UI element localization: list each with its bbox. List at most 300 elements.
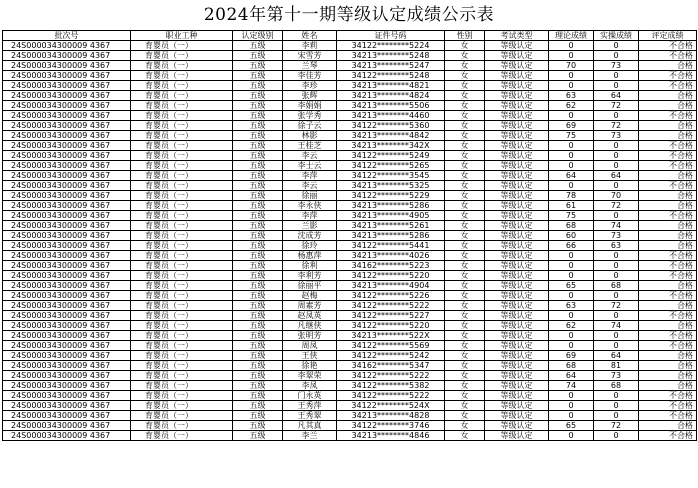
cell-level: 五级 <box>233 131 283 141</box>
cell-level: 五级 <box>233 201 283 211</box>
cell-result: 合格 <box>639 201 697 211</box>
cell-id-number: 34213********4460 <box>337 111 445 121</box>
cell-name: 林影 <box>283 131 337 141</box>
cell-result: 不合格 <box>639 431 697 441</box>
cell-name: 宋雪芳 <box>283 51 337 61</box>
cell-exam-type: 等级认定 <box>485 191 549 201</box>
cell-id-number: 34122********5222 <box>337 391 445 401</box>
cell-theory-score: 60 <box>549 231 594 241</box>
cell-level: 五级 <box>233 191 283 201</box>
cell-exam-type: 等级认定 <box>485 371 549 381</box>
cell-batch: 24S000034300009 4367 <box>3 261 131 271</box>
cell-level: 五级 <box>233 81 283 91</box>
cell-occupation: 育婴员（一） <box>131 51 233 61</box>
cell-result: 不合格 <box>639 271 697 281</box>
cell-occupation: 育婴员（一） <box>131 41 233 51</box>
cell-id-number: 34213********5286 <box>337 231 445 241</box>
cell-batch: 24S000034300009 4367 <box>3 151 131 161</box>
cell-level: 五级 <box>233 231 283 241</box>
header-name: 姓名 <box>283 31 337 41</box>
cell-name: 李永侠 <box>283 201 337 211</box>
cell-gender: 女 <box>445 61 485 71</box>
cell-occupation: 育婴员（一） <box>131 141 233 151</box>
cell-occupation: 育婴员（一） <box>131 431 233 441</box>
table-row <box>3 201 697 211</box>
cell-gender: 女 <box>445 191 485 201</box>
table-row <box>3 211 697 221</box>
table-row <box>3 371 697 381</box>
cell-level: 五级 <box>233 281 283 291</box>
cell-id-number: 34213********5325 <box>337 181 445 191</box>
cell-result: 不合格 <box>639 81 697 91</box>
cell-name: 赵梅 <box>283 291 337 301</box>
table-row <box>3 261 697 271</box>
table-row <box>3 291 697 301</box>
cell-occupation: 育婴员（一） <box>131 391 233 401</box>
cell-theory-score: 69 <box>549 121 594 131</box>
cell-name: 李珍 <box>283 81 337 91</box>
cell-occupation: 育婴员（一） <box>131 301 233 311</box>
cell-practical-score: 72 <box>594 421 639 431</box>
table-row <box>3 101 697 111</box>
cell-level: 五级 <box>233 401 283 411</box>
header-exam-type: 考试类型 <box>485 31 549 41</box>
cell-gender: 女 <box>445 281 485 291</box>
cell-gender: 女 <box>445 81 485 91</box>
cell-gender: 女 <box>445 391 485 401</box>
cell-theory-score: 0 <box>549 71 594 81</box>
cell-practical-score: 0 <box>594 71 639 81</box>
cell-level: 五级 <box>233 51 283 61</box>
cell-occupation: 育婴员（一） <box>131 401 233 411</box>
cell-result: 不合格 <box>639 51 697 61</box>
cell-level: 五级 <box>233 171 283 181</box>
cell-batch: 24S000034300009 4367 <box>3 101 131 111</box>
cell-occupation: 育婴员（一） <box>131 101 233 111</box>
cell-theory-score: 66 <box>549 241 594 251</box>
table-row <box>3 181 697 191</box>
cell-batch: 24S000034300009 4367 <box>3 181 131 191</box>
cell-result: 不合格 <box>639 71 697 81</box>
cell-batch: 24S000034300009 4367 <box>3 371 131 381</box>
cell-gender: 女 <box>445 251 485 261</box>
cell-result: 合格 <box>639 281 697 291</box>
cell-id-number: 34213********522X <box>337 331 445 341</box>
cell-batch: 24S000034300009 4367 <box>3 71 131 81</box>
header-practical-score: 实操成绩 <box>594 31 639 41</box>
cell-result: 不合格 <box>639 341 697 351</box>
cell-occupation: 育婴员（一） <box>131 351 233 361</box>
cell-exam-type: 等级认定 <box>485 311 549 321</box>
cell-exam-type: 等级认定 <box>485 121 549 131</box>
cell-theory-score: 0 <box>549 41 594 51</box>
cell-result: 不合格 <box>639 401 697 411</box>
cell-id-number: 34122********5265 <box>337 161 445 171</box>
cell-occupation: 育婴员（一） <box>131 221 233 231</box>
cell-practical-score: 0 <box>594 431 639 441</box>
cell-result: 合格 <box>639 371 697 381</box>
cell-exam-type: 等级认定 <box>485 421 549 431</box>
table-row <box>3 131 697 141</box>
cell-gender: 女 <box>445 321 485 331</box>
cell-name: 徐艳 <box>283 361 337 371</box>
table-row <box>3 81 697 91</box>
cell-practical-score: 73 <box>594 371 639 381</box>
cell-batch: 24S000034300009 4367 <box>3 51 131 61</box>
cell-batch: 24S000034300009 4367 <box>3 411 131 421</box>
cell-result: 合格 <box>639 121 697 131</box>
cell-gender: 女 <box>445 431 485 441</box>
cell-level: 五级 <box>233 351 283 361</box>
cell-theory-score: 0 <box>549 251 594 261</box>
cell-level: 五级 <box>233 431 283 441</box>
cell-exam-type: 等级认定 <box>485 141 549 151</box>
cell-practical-score: 0 <box>594 161 639 171</box>
cell-id-number: 34213********5247 <box>337 61 445 71</box>
cell-gender: 女 <box>445 101 485 111</box>
cell-theory-score: 61 <box>549 201 594 211</box>
cell-id-number: 34162********5347 <box>337 361 445 371</box>
cell-name: 张学秀 <box>283 111 337 121</box>
cell-id-number: 34213********342X <box>337 141 445 151</box>
table-row <box>3 421 697 431</box>
cell-batch: 24S000034300009 4367 <box>3 91 131 101</box>
cell-id-number: 34122********5227 <box>337 311 445 321</box>
table-row <box>3 121 697 131</box>
cell-exam-type: 等级认定 <box>485 331 549 341</box>
cell-theory-score: 0 <box>549 401 594 411</box>
cell-name: 徐玲 <box>283 241 337 251</box>
cell-occupation: 育婴员（一） <box>131 71 233 81</box>
cell-id-number: 34213********4026 <box>337 251 445 261</box>
cell-gender: 女 <box>445 421 485 431</box>
cell-practical-score: 0 <box>594 411 639 421</box>
cell-level: 五级 <box>233 271 283 281</box>
cell-batch: 24S000034300009 4367 <box>3 421 131 431</box>
cell-exam-type: 等级认定 <box>485 341 549 351</box>
cell-theory-score: 0 <box>549 271 594 281</box>
table-row <box>3 191 697 201</box>
cell-batch: 24S000034300009 4367 <box>3 201 131 211</box>
cell-batch: 24S000034300009 4367 <box>3 291 131 301</box>
cell-id-number: 34213********5261 <box>337 221 445 231</box>
cell-gender: 女 <box>445 161 485 171</box>
table-row <box>3 251 697 261</box>
cell-id-number: 34122********5360 <box>337 121 445 131</box>
cell-practical-score: 64 <box>594 171 639 181</box>
cell-level: 五级 <box>233 381 283 391</box>
cell-occupation: 育婴员（一） <box>131 291 233 301</box>
cell-occupation: 育婴员（一） <box>131 131 233 141</box>
cell-practical-score: 72 <box>594 121 639 131</box>
table-row <box>3 281 697 291</box>
cell-theory-score: 0 <box>549 341 594 351</box>
cell-occupation: 育婴员（一） <box>131 61 233 71</box>
cell-gender: 女 <box>445 231 485 241</box>
cell-exam-type: 等级认定 <box>485 71 549 81</box>
cell-id-number: 34122********5249 <box>337 151 445 161</box>
cell-gender: 女 <box>445 121 485 131</box>
cell-name: 徐丽平 <box>283 281 337 291</box>
cell-theory-score: 0 <box>549 411 594 421</box>
cell-theory-score: 0 <box>549 141 594 151</box>
cell-name: 王桂芝 <box>283 141 337 151</box>
cell-level: 五级 <box>233 291 283 301</box>
cell-id-number: 34213********5248 <box>337 51 445 61</box>
cell-result: 合格 <box>639 241 697 251</box>
cell-id-number: 34122********5220 <box>337 271 445 281</box>
cell-occupation: 育婴员（一） <box>131 361 233 371</box>
cell-name: 兰影 <box>283 221 337 231</box>
cell-occupation: 育婴员（一） <box>131 231 233 241</box>
cell-theory-score: 64 <box>549 371 594 381</box>
cell-occupation: 育婴员（一） <box>131 321 233 331</box>
cell-gender: 女 <box>445 181 485 191</box>
cell-result: 合格 <box>639 191 697 201</box>
cell-batch: 24S000034300009 4367 <box>3 361 131 371</box>
cell-name: 徐丽 <box>283 191 337 201</box>
cell-id-number: 34122********5226 <box>337 291 445 301</box>
cell-level: 五级 <box>233 121 283 131</box>
cell-batch: 24S000034300009 4367 <box>3 311 131 321</box>
cell-practical-score: 0 <box>594 81 639 91</box>
table-row <box>3 431 697 441</box>
cell-batch: 24S000034300009 4367 <box>3 61 131 71</box>
cell-batch: 24S000034300009 4367 <box>3 321 131 331</box>
cell-occupation: 育婴员（一） <box>131 191 233 201</box>
cell-name: 门永英 <box>283 391 337 401</box>
cell-gender: 女 <box>445 341 485 351</box>
cell-level: 五级 <box>233 91 283 101</box>
cell-theory-score: 0 <box>549 311 594 321</box>
cell-batch: 24S000034300009 4367 <box>3 431 131 441</box>
cell-gender: 女 <box>445 271 485 281</box>
cell-occupation: 育婴员（一） <box>131 91 233 101</box>
cell-theory-score: 62 <box>549 321 594 331</box>
table-row <box>3 361 697 371</box>
cell-practical-score: 0 <box>594 181 639 191</box>
cell-name: 李佳芳 <box>283 71 337 81</box>
cell-theory-score: 0 <box>549 161 594 171</box>
cell-name: 周凤 <box>283 341 337 351</box>
cell-exam-type: 等级认定 <box>485 111 549 121</box>
cell-theory-score: 75 <box>549 131 594 141</box>
cell-result: 不合格 <box>639 261 697 271</box>
cell-theory-score: 78 <box>549 191 594 201</box>
cell-theory-score: 68 <box>549 361 594 371</box>
table-row <box>3 51 697 61</box>
cell-gender: 女 <box>445 241 485 251</box>
cell-exam-type: 等级认定 <box>485 221 549 231</box>
cell-batch: 24S000034300009 4367 <box>3 391 131 401</box>
cell-gender: 女 <box>445 411 485 421</box>
cell-name: 李萍 <box>283 211 337 221</box>
table-row <box>3 391 697 401</box>
cell-batch: 24S000034300009 4367 <box>3 171 131 181</box>
cell-gender: 女 <box>445 141 485 151</box>
cell-name: 周素芳 <box>283 301 337 311</box>
cell-batch: 24S000034300009 4367 <box>3 131 131 141</box>
cell-theory-score: 65 <box>549 421 594 431</box>
cell-exam-type: 等级认定 <box>485 391 549 401</box>
cell-level: 五级 <box>233 321 283 331</box>
cell-batch: 24S000034300009 4367 <box>3 271 131 281</box>
cell-exam-type: 等级认定 <box>485 261 549 271</box>
cell-result: 合格 <box>639 321 697 331</box>
cell-practical-score: 68 <box>594 381 639 391</box>
cell-batch: 24S000034300009 4367 <box>3 251 131 261</box>
cell-theory-score: 68 <box>549 221 594 231</box>
cell-id-number: 34122********5242 <box>337 351 445 361</box>
cell-batch: 24S000034300009 4367 <box>3 351 131 361</box>
table-row <box>3 321 697 331</box>
cell-gender: 女 <box>445 171 485 181</box>
cell-exam-type: 等级认定 <box>485 231 549 241</box>
cell-occupation: 育婴员（一） <box>131 331 233 341</box>
cell-level: 五级 <box>233 261 283 271</box>
cell-practical-score: 81 <box>594 361 639 371</box>
cell-practical-score: 72 <box>594 201 639 211</box>
cell-theory-score: 63 <box>549 301 594 311</box>
cell-occupation: 育婴员（一） <box>131 421 233 431</box>
cell-level: 五级 <box>233 111 283 121</box>
header-level: 认定级别 <box>233 31 283 41</box>
cell-level: 五级 <box>233 41 283 51</box>
cell-id-number: 34122********5224 <box>337 41 445 51</box>
cell-level: 五级 <box>233 391 283 401</box>
cell-id-number: 34122********5229 <box>337 191 445 201</box>
cell-occupation: 育婴员（一） <box>131 121 233 131</box>
cell-occupation: 育婴员（一） <box>131 281 233 291</box>
cell-result: 不合格 <box>639 111 697 121</box>
cell-exam-type: 等级认定 <box>485 301 549 311</box>
cell-batch: 24S000034300009 4367 <box>3 141 131 151</box>
header-gender: 性别 <box>445 31 485 41</box>
cell-occupation: 育婴员（一） <box>131 211 233 221</box>
cell-occupation: 育婴员（一） <box>131 341 233 351</box>
cell-theory-score: 75 <box>549 211 594 221</box>
cell-name: 李士云 <box>283 161 337 171</box>
cell-practical-score: 0 <box>594 41 639 51</box>
cell-gender: 女 <box>445 381 485 391</box>
cell-batch: 24S000034300009 4367 <box>3 241 131 251</box>
cell-gender: 女 <box>445 331 485 341</box>
cell-result: 不合格 <box>639 41 697 51</box>
cell-name: 李娟娟 <box>283 101 337 111</box>
cell-level: 五级 <box>233 411 283 421</box>
cell-theory-score: 0 <box>549 261 594 271</box>
table-row <box>3 311 697 321</box>
cell-name: 赵凤英 <box>283 311 337 321</box>
cell-result: 合格 <box>639 131 697 141</box>
cell-level: 五级 <box>233 311 283 321</box>
cell-practical-score: 0 <box>594 401 639 411</box>
cell-result: 合格 <box>639 351 697 361</box>
cell-practical-score: 74 <box>594 221 639 231</box>
cell-result: 合格 <box>639 61 697 71</box>
cell-practical-score: 0 <box>594 251 639 261</box>
cell-exam-type: 等级认定 <box>485 151 549 161</box>
cell-theory-score: 0 <box>549 431 594 441</box>
cell-occupation: 育婴员（一） <box>131 161 233 171</box>
cell-name: 李利芳 <box>283 271 337 281</box>
cell-id-number: 34213********4846 <box>337 431 445 441</box>
cell-theory-score: 70 <box>549 61 594 71</box>
cell-practical-score: 0 <box>594 111 639 121</box>
cell-occupation: 育婴员（一） <box>131 181 233 191</box>
cell-name: 沈成芳 <box>283 231 337 241</box>
cell-batch: 24S000034300009 4367 <box>3 341 131 351</box>
cell-practical-score: 73 <box>594 231 639 241</box>
cell-gender: 女 <box>445 91 485 101</box>
cell-name: 王秀翠 <box>283 411 337 421</box>
cell-exam-type: 等级认定 <box>485 411 549 421</box>
cell-result: 不合格 <box>639 311 697 321</box>
cell-gender: 女 <box>445 401 485 411</box>
cell-practical-score: 68 <box>594 281 639 291</box>
table-row <box>3 411 697 421</box>
cell-name: 张辉 <box>283 91 337 101</box>
cell-practical-score: 73 <box>594 61 639 71</box>
cell-practical-score: 0 <box>594 341 639 351</box>
cell-theory-score: 62 <box>549 101 594 111</box>
cell-batch: 24S000034300009 4367 <box>3 111 131 121</box>
cell-batch: 24S000034300009 4367 <box>3 41 131 51</box>
cell-batch: 24S000034300009 4367 <box>3 121 131 131</box>
cell-practical-score: 64 <box>594 91 639 101</box>
cell-level: 五级 <box>233 341 283 351</box>
cell-id-number: 34162********5223 <box>337 261 445 271</box>
cell-exam-type: 等级认定 <box>485 351 549 361</box>
cell-theory-score: 69 <box>549 351 594 361</box>
cell-batch: 24S000034300009 4367 <box>3 221 131 231</box>
table-row <box>3 41 697 51</box>
cell-practical-score: 63 <box>594 241 639 251</box>
cell-name: 李云 <box>283 181 337 191</box>
cell-theory-score: 74 <box>549 381 594 391</box>
cell-practical-score: 72 <box>594 101 639 111</box>
cell-name: 李莉 <box>283 41 337 51</box>
cell-name: 李萍 <box>283 171 337 181</box>
cell-id-number: 34213********4824 <box>337 91 445 101</box>
cell-exam-type: 等级认定 <box>485 251 549 261</box>
cell-occupation: 育婴员（一） <box>131 81 233 91</box>
cell-name: 兰琴 <box>283 61 337 71</box>
cell-id-number: 34122********5569 <box>337 341 445 351</box>
cell-occupation: 育婴员（一） <box>131 311 233 321</box>
cell-practical-score: 0 <box>594 271 639 281</box>
cell-name: 李翠荣 <box>283 371 337 381</box>
cell-theory-score: 0 <box>549 291 594 301</box>
cell-occupation: 育婴员（一） <box>131 261 233 271</box>
cell-gender: 女 <box>445 361 485 371</box>
cell-occupation: 育婴员（一） <box>131 371 233 381</box>
cell-level: 五级 <box>233 251 283 261</box>
cell-exam-type: 等级认定 <box>485 321 549 331</box>
cell-result: 不合格 <box>639 391 697 401</box>
cell-name: 徐子云 <box>283 121 337 131</box>
cell-id-number: 34122********3746 <box>337 421 445 431</box>
cell-result: 合格 <box>639 421 697 431</box>
cell-practical-score: 64 <box>594 351 639 361</box>
header-result: 评定成绩 <box>639 31 697 41</box>
cell-level: 五级 <box>233 161 283 171</box>
cell-exam-type: 等级认定 <box>485 271 549 281</box>
cell-gender: 女 <box>445 371 485 381</box>
cell-level: 五级 <box>233 101 283 111</box>
cell-id-number: 34213********4842 <box>337 131 445 141</box>
table-row <box>3 141 697 151</box>
